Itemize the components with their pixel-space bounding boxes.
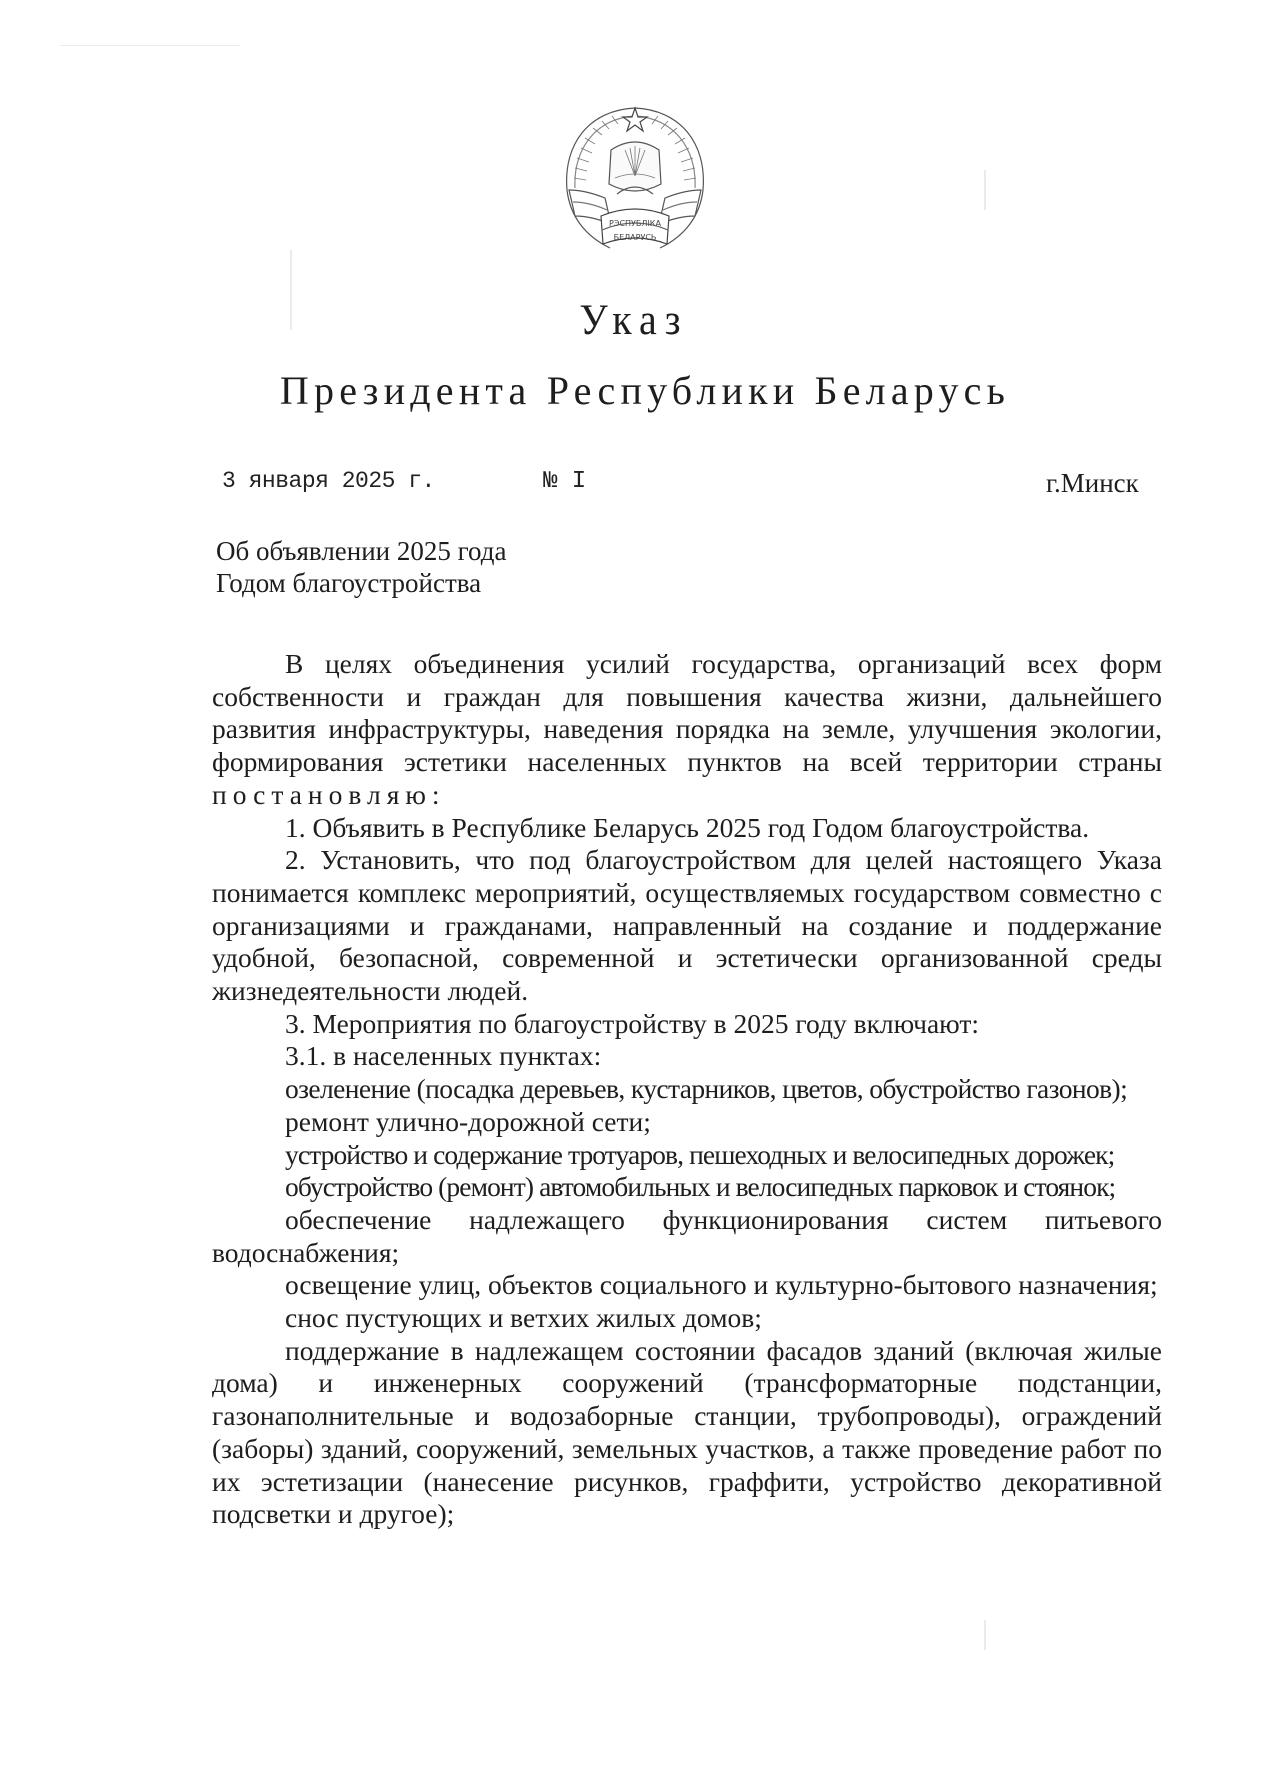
subject-line-1: Об объявлении 2025 года — [216, 536, 507, 566]
scan-artifact — [984, 1620, 986, 1650]
document-subtitle: Президента Республики Беларусь — [279, 368, 1011, 413]
emblem-text-line1: РЭСПУБЛIКА — [609, 219, 661, 228]
document-meta-row — [0, 468, 1268, 502]
preamble-text: В целях объединения усилий государства, организаций всех форм собственности и граждан для повышения качества жизни, дальнейшего развития инфраструктуры, наведения порядка на земле, улучшения экологии, формирования эстетики населенных пунктов на всей территории страны — [212, 648, 1162, 778]
scan-artifact — [290, 250, 292, 330]
list-item-water-supply: обеспечение надлежащего функционирования систем питьевого водоснабжения; — [212, 1203, 1162, 1268]
preamble-paragraph — [212, 648, 1162, 812]
document-number: № I — [543, 468, 587, 495]
paragraph-3-1: 3.1. в населенных пунктах: — [285, 1040, 602, 1072]
paragraph-3: 3. Мероприятия по благоустройству в 2025 году включают: — [285, 1007, 980, 1039]
scan-artifact — [984, 170, 986, 210]
belarus-coat-of-arms-icon — [555, 98, 715, 258]
list-item-road-repair: ремонт улично-дорожной сети; — [285, 1105, 651, 1137]
document-city: г.Минск — [1046, 468, 1139, 498]
list-item-demolition: снос пустующих и ветхих жилых домов; — [285, 1302, 762, 1334]
list-item-sidewalks: устройство и содержание тротуаров, пешеходных и велосипедных дорожек; — [285, 1138, 1115, 1170]
document-date: 3 января 2025 г. — [222, 468, 435, 494]
document-body — [212, 648, 1162, 1531]
emblem-text-line2: БЕЛАРУСЬ — [613, 233, 657, 242]
paragraph-2: 2. Установить, что под благоустройством для целей настоящего Указа понимается комплекс мероприятий, осуществляемых государством совместно с организациями и гражданами, направленный на создание и поддержание удобной, безопасной, современной и эстетически организованной среды жизнедеятельности людей. — [212, 844, 1162, 1007]
document-title: Указ — [579, 295, 689, 344]
list-item-greening: озеленение (посадка деревьев, кустарников, цветов, обустройство газонов); — [285, 1073, 1128, 1105]
decree-word: постановляю: — [212, 778, 446, 810]
paragraph-1: 1. Объявить в Республике Беларусь 2025 год Годом благоустройства. — [285, 811, 1090, 843]
document-subject — [216, 535, 506, 599]
scan-artifact — [60, 45, 240, 46]
subject-line-2: Годом благоустройства — [216, 568, 482, 598]
list-item-parking: обустройство (ремонт) автомобильных и велосипедных парковок и стоянок; — [285, 1171, 1116, 1203]
list-item-lighting: освещение улиц, объектов социального и культурно-бытового назначения; — [285, 1269, 1158, 1301]
list-item-facades: поддержание в надлежащем состоянии фасадов зданий (включая жилые дома) и инженерных сооружений (трансформаторные подстанции, газонаполнительные и водозаборные станции, трубопроводы), ограждений (заборы) зданий, сооружений, земельных участков, а также проведение работ по их эстетизации (нанесение рисунков, граффити, устройство декоративной подсветки и другое); — [212, 1334, 1162, 1530]
